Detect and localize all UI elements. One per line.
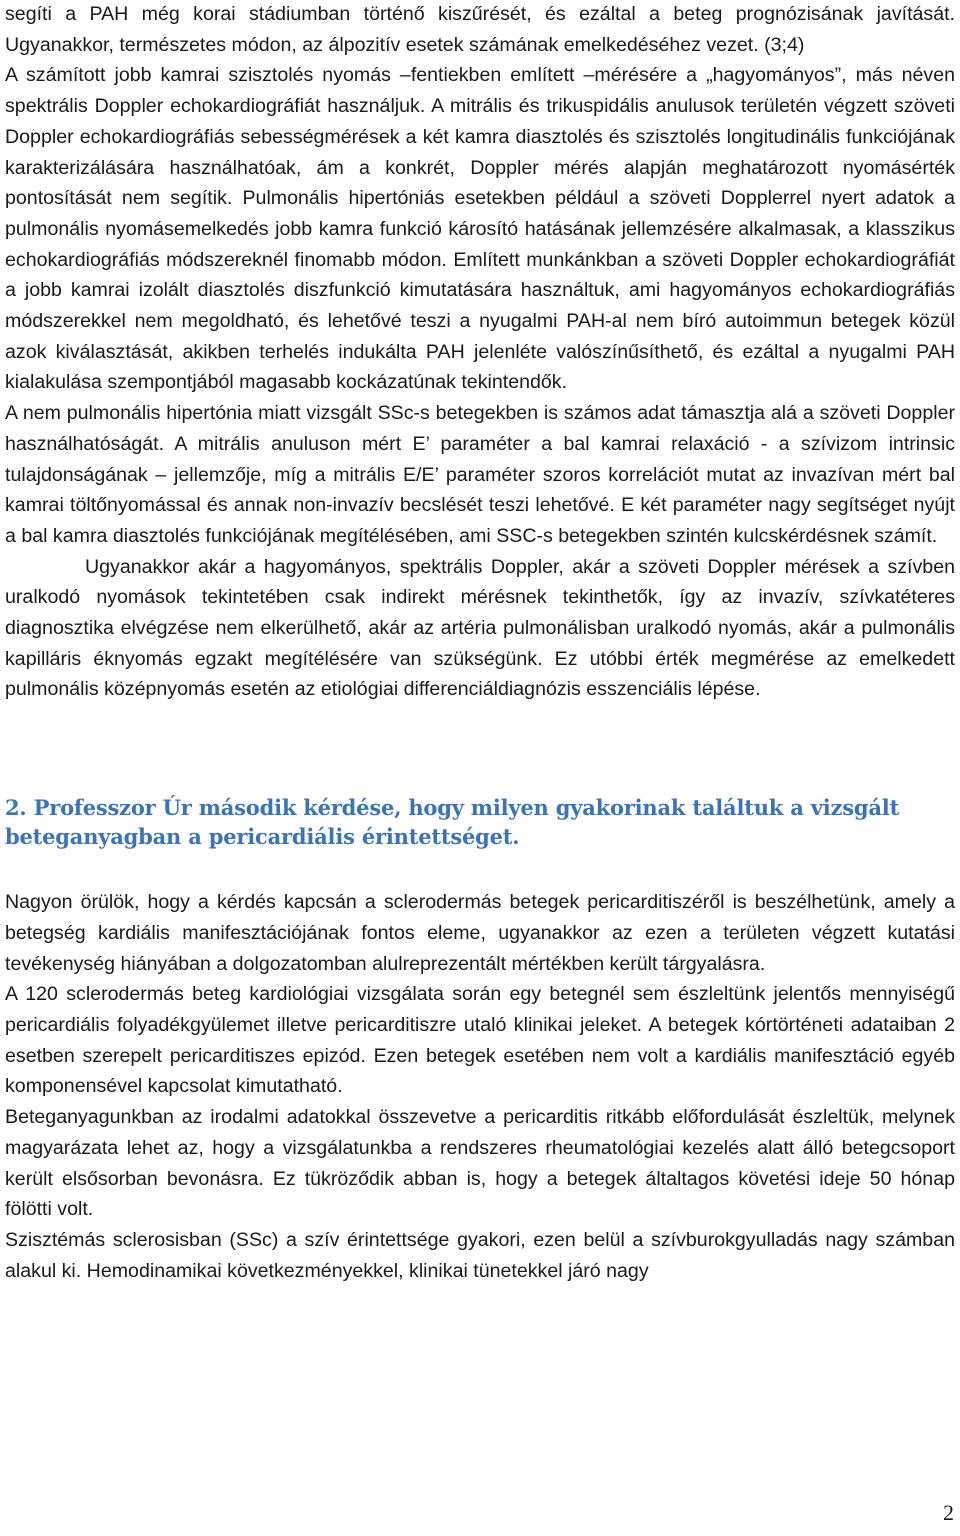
paragraph: A számított jobb kamrai szisztolés nyomás –fentiekben említett –mérésére a „hagyományos”, más néven spektrális Doppler echokardiográfiát használjuk. A mitrális és trikuspidális anulusok területén végzett szöveti Doppler echokardiográfiás sebességmérések a két kamra diasztolés és szisztolés longitudinális funkciójának karakterizálására használhatóak, ám a konkrét, Doppler mérés alapján meghatározott nyomásérték pontosítását nem segítik. Pulmonális hipertóniás esetekben például a szöveti Dopplerrel nyert adatok a pulmonális nyomásemelkedés jobb kamra funkció károsító hatásának jellemzésére alkalmasak, a klasszikus echokardiográfiás módszereknél finomabb módon. Említett munkánkban a szöveti Doppler echokardiográfiát a jobb kamrai izolált diasztolés diszfunkció kimutatására használtuk, ami hagyományos echokardiográfiás módszerekkel nem megoldható, és lehetővé teszi a nyugalmi PAH-al nem bíró autoimmun betegek közül azok kiválasztását, akikben terhelés indukálta PAH jelenléte valószínűsíthető, és ezáltal a nyugalmi PAH kialakulása szempontjából magasabb kockázatúnak tekintendők. bbox=[5, 64, 955, 394]
paragraph: A 120 sclerodermás beteg kardiológiai vizsgálata során egy betegnél sem észleltünk jelentős mennyiségű pericardiális folyadékgyülemet illetve pericarditiszre utaló klinikai jeleket. A betegek kórtörténeti adataiban 2 esetben szerepelt pericarditiszes epizód. Ezen betegek esetében nem volt a kardiális manifesztáció egyéb komponensével kapcsolat kimutatható. bbox=[5, 983, 955, 1098]
paragraph: Ugyanakkor akár a hagyományos, spektrális Doppler, akár a szöveti Doppler mérések a szívben uralkodó nyomások tekintetében csak indirekt mérésnek tekinthetők, így az invazív, szívkatéteres diagnosztika elvégzése nem elkerülhető, akár az artéria pulmonálisban uralkodó nyomás, akár a pulmonális kapilláris éknyomás egzakt megítélésére van szükségünk. Ez utóbbi érték megmérése az emelkedett pulmonális középnyomás esetén az etiológiai differenciáldiagnózis esszenciális lépése. bbox=[5, 555, 955, 701]
page-number: 2 bbox=[943, 1500, 954, 1525]
paragraph: Beteganyagunkban az irodalmi adatokkal összevetve a pericarditis ritkább előfordulását észleltük, melynek magyarázata lehet az, hogy a vizsgálatunkba a rendszeres rheumatológiai kezelés alatt álló betegcsoport került elsősorban bevonásra. Ez tükröződik abban is, hogy a betegek általtagos követési ideje 50 hónap fölötti volt. bbox=[5, 1106, 955, 1221]
paragraph: segíti a PAH még korai stádiumban történő kiszűrését, és ezáltal a beteg prognózisának javítását. Ugyanakkor, természetes módon, az álpozitív esetek számának emelkedéséhez vezet. (3;4) bbox=[5, 3, 955, 56]
paragraph: A nem pulmonális hipertónia miatt vizsgált SSc-s betegekben is számos adat támasztja alá a szöveti Doppler használhatóságát. A mitrális anuluson mért E’ paraméter a bal kamrai relaxáció - a szívizom intrinsic tulajdonságának – jellemzője, míg a mitrális E/E’ paraméter szoros korrelációt mutat az invazívan mért bal kamrai töltőnyomással és annak non-invazív becslését teszi lehetővé. E két paraméter nagy segítséget nyújt a bal kamra diasztolés funkciójának megítélésében, ami SSC-s betegekben szintén kulcskérdésnek számít. bbox=[5, 402, 955, 547]
paragraph: Nagyon örülök, hogy a kérdés kapcsán a sclerodermás betegek pericarditiszéről is beszélhetünk, amely a betegség kardiális manifesztációjának fontos eleme, ugyanakkor az ezen a területen végzett kutatási tevékenység hiányában a dolgozatomban alulreprezentált mértékben került tárgyalásra. bbox=[5, 891, 955, 975]
section-heading: 2. Professzor Úr második kérdése, hogy milyen gyakorinak találtuk a vizsgált beteganyagban a pericardiális érintettséget. bbox=[5, 795, 900, 850]
paragraph: Szisztémás sclerosisban (SSc) a szív érintettsége gyakori, ezen belül a szívburokgyulladás nagy számban alakul ki. Hemodinamikai következményekkel, klinikai tünetekkel járó nagy bbox=[5, 1228, 955, 1282]
document-page bbox=[5, 0, 955, 1286]
